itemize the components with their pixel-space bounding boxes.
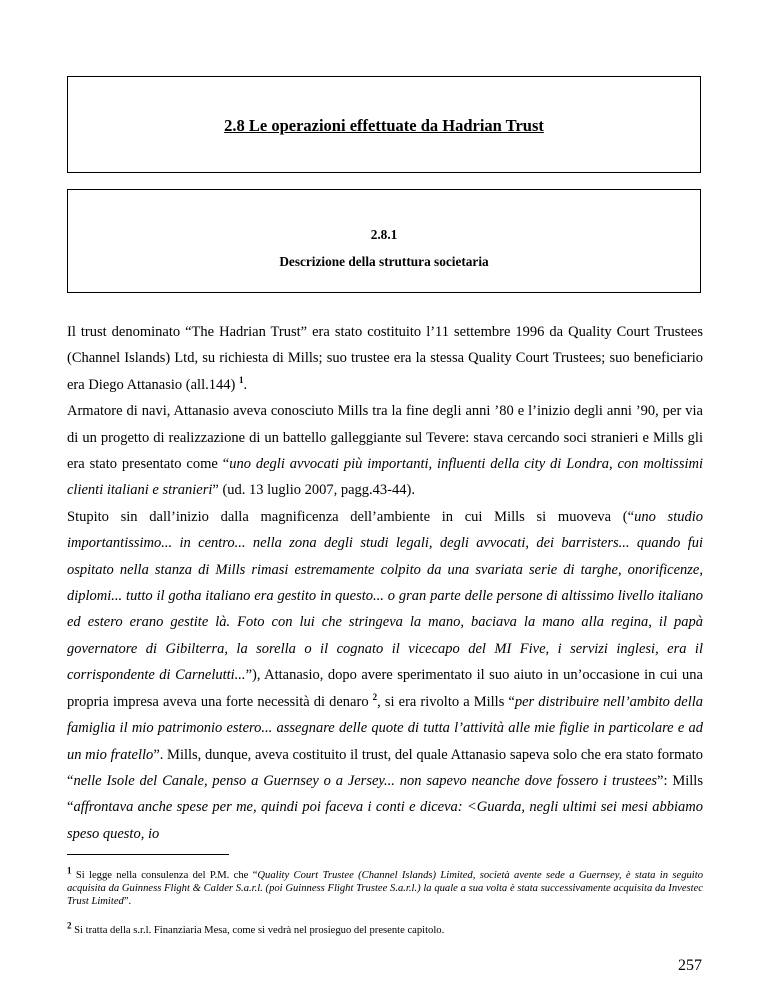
page-number: 257 <box>678 957 702 974</box>
footnote-2 <box>67 920 703 937</box>
footnote-text: Si legge nella consulenza del P.M. che “ <box>71 870 258 881</box>
footnote-separator <box>67 854 229 855</box>
footnote-number: 1 <box>67 865 72 876</box>
paragraph-2 <box>67 398 703 504</box>
footnote-number: 2 <box>67 920 72 931</box>
quotation: uno degli avvocati più importanti, influenti della city di Londra, con moltissimi clienti italiani e stranieri <box>67 456 703 499</box>
subsection-title-box <box>67 189 701 293</box>
paragraph-text: , si era rivolto a Mills “ <box>377 693 515 710</box>
paragraph-text: ”. Mills, dunque, aveva costituito il trust, del quale Attanasio sapeva solo che era stato formato “ <box>67 746 703 789</box>
paragraph-3 <box>67 504 703 847</box>
paragraph-text: Il trust denominato “The Hadrian Trust” era stato costituito l’11 settembre 1996 da Quality Court Trustees (Channel Islands) Ltd, su richiesta di Mills; suo trustee era la stessa Quality Court Trustees; suo beneficiario era Diego Attanasio (all.144) <box>67 324 703 393</box>
quotation: per distribuire nell’ambito della famiglia il mio patrimonio estero... assegnare delle quote di tutta l’attività alle mie figlie in particolare e ad un mio fratello <box>67 693 704 763</box>
paragraph-text: . <box>243 376 248 393</box>
section-title: 2.8 Le operazioni effettuate da Hadrian Trust <box>224 116 544 135</box>
footnote-text: Si tratta della s.r.l. Finanziaria Mesa, come si vedrà nel prosieguo del presente capitolo. <box>71 925 445 936</box>
paragraph-1 <box>67 319 703 398</box>
footnote-ref-1[interactable]: 1 <box>238 374 244 385</box>
quotation: nelle Isole del Canale, penso a Guernsey o a Jersey... non sapevo neanche dove fossero i trustees <box>73 772 658 789</box>
paragraph-text: Armatore di navi, Attanasio aveva conosciuto Mills tra la fine degli anni ’80 e l’inizio degli anni ’90, per via di un progetto di realizzazione di un battello galleggiante sul Tevere: stava cercando soci stranieri e Mills gli era stato presentato come “ <box>67 403 703 473</box>
body-text <box>67 319 703 847</box>
footnote-ref-2[interactable]: 2 <box>372 691 378 702</box>
paragraph-text: ”: Mills “ <box>67 772 703 816</box>
footnote-1 <box>67 865 703 908</box>
quotation: uno studio importantissimo... in centro... nella zona degli studi legali, degli avvocati, dei barristers... quando fui ospitato nella stanza di Mills rimasi estremamente colpito da una svariata serie di targhe, onorificenze, diplomi... tutto il gotha italiano era gestito in questo... o gran parte delle persone di altissimo livello italiano ed estero erano gestite là. Foto con lui che stringeva la mano, baciava la mano alla regina, il papà governatore di Gibilterra, la sorella o il cognato il vicecapo del MI Five, i servizi inglesi, era il corrispondente di Carnelutti... <box>67 508 704 684</box>
section-title-box <box>67 76 701 173</box>
paragraph-text: ” (ud. 13 luglio 2007, pagg.43-44). <box>212 482 415 499</box>
subsection-title: Descrizione della struttura societaria <box>279 254 489 269</box>
footnote-quotation: Quality Court Trustee (Channel Islands) Limited, società avente sede a Guernsey, è stata in seguito acquisita da Guinness Flight & Calder S.a.r.l. (poi Guinness Flight Trustee S.a.r.l.) la quale a sua volta è stata successivamente acquisita da Investec Trust Limited <box>67 870 703 907</box>
paragraph-text: Stupito sin dall’inizio dalla magnificenza dell’ambiente in cui Mills si muoveva (“ <box>67 508 635 525</box>
footnote-text: ”. <box>123 896 132 907</box>
paragraph-text: ”), Attanasio, dopo avere sperimentato il suo aiuto in un’occasione in cui una propria impresa aveva una forte necessità di denaro <box>67 667 703 710</box>
subsection-number: 2.8.1 <box>370 227 398 242</box>
quotation: affrontava anche spese per me, quindi poi faceva i conti e diceva: <Guarda, negli ultimi sei mesi abbiamo speso questo, io <box>67 799 703 842</box>
